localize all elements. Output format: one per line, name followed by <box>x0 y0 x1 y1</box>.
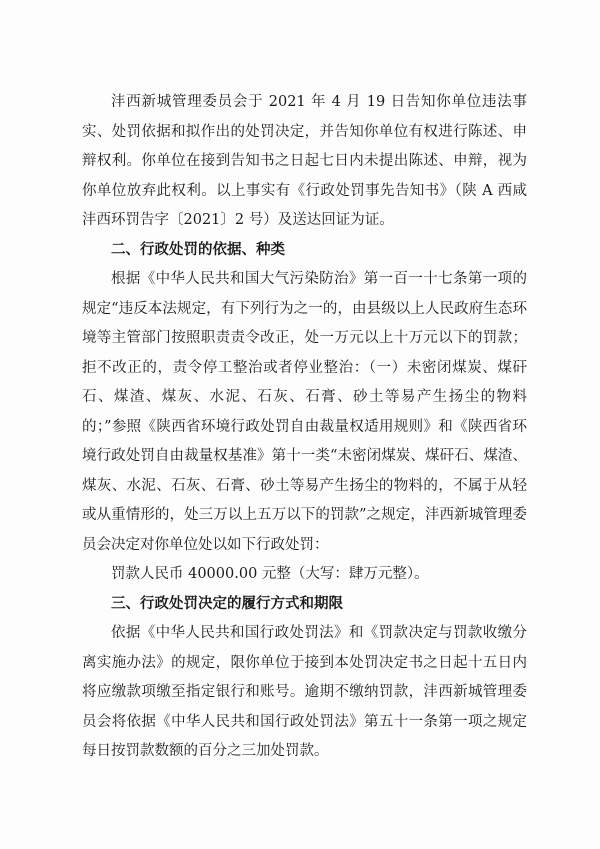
payment-paragraph: 依据《中华人民共和国行政处罚法》和《罚款决定与罚款收缴分离实施办法》的规定，限你单位于接到本处罚决定书之日起十五日内将应缴款项缴至指定银行和账号。逾期不缴纳罚款，沣西新城管理委员会将依据《中华人民共和国行政处罚法》第五十一条第一项之规定每日按罚款数额的百分之三加处罚款。 <box>82 625 527 759</box>
penalty-amount-paragraph: 罚款人民币 40000.00 元整（大写：肆万元整）。 <box>111 566 429 582</box>
document-body <box>82 88 527 767</box>
section-heading-basis: 二、行政处罚的依据、种类 <box>111 241 285 258</box>
facts-paragraph: 沣西新城管理委员会于 2021 年 4 月 19 日告知你单位违法事实、处罚依据和拟作出的处罚决定，并告知你单位有权进行陈述、申辩权利。你单位在接到告知书之日起七日内未提出陈述、申辩，视为你单位放弃此权利。以上事实有《行政处罚事先告知书》（陕 A 西咸沣西环罚告字〔2021〕2 号）及送达回证为证。 <box>82 94 527 228</box>
section-heading-payment: 三、行政处罚决定的履行方式和期限 <box>111 595 343 612</box>
basis-paragraph: 根据《中华人民共和国大气污染防治》第一百一十七条第一项的规定“违反本法规定，有下列行为之一的，由县级以上人民政府生态环境等主管部门按照职责责令改正，处一万元以上十万元以下的罚款；拒不改正的，责令停工整治或者停业整治：（一）未密闭煤炭、煤矸石、煤渣、煤灰、水泥、石灰、石膏、砂土等易产生扬尘的物料的；”参照《陕西省环境行政处罚自由裁量权适用规则》和《陕西省环境行政处罚自由裁量权基准》第十一类“未密闭煤炭、煤矸石、煤渣、煤灰、水泥、石灰、石膏、砂土等易产生扬尘的物料的，不属于从轻或从重情形的，处三万以上五万以下的罚款”之规定，沣西新城管理委员会决定对你单位处以如下行政处罚： <box>82 271 527 553</box>
